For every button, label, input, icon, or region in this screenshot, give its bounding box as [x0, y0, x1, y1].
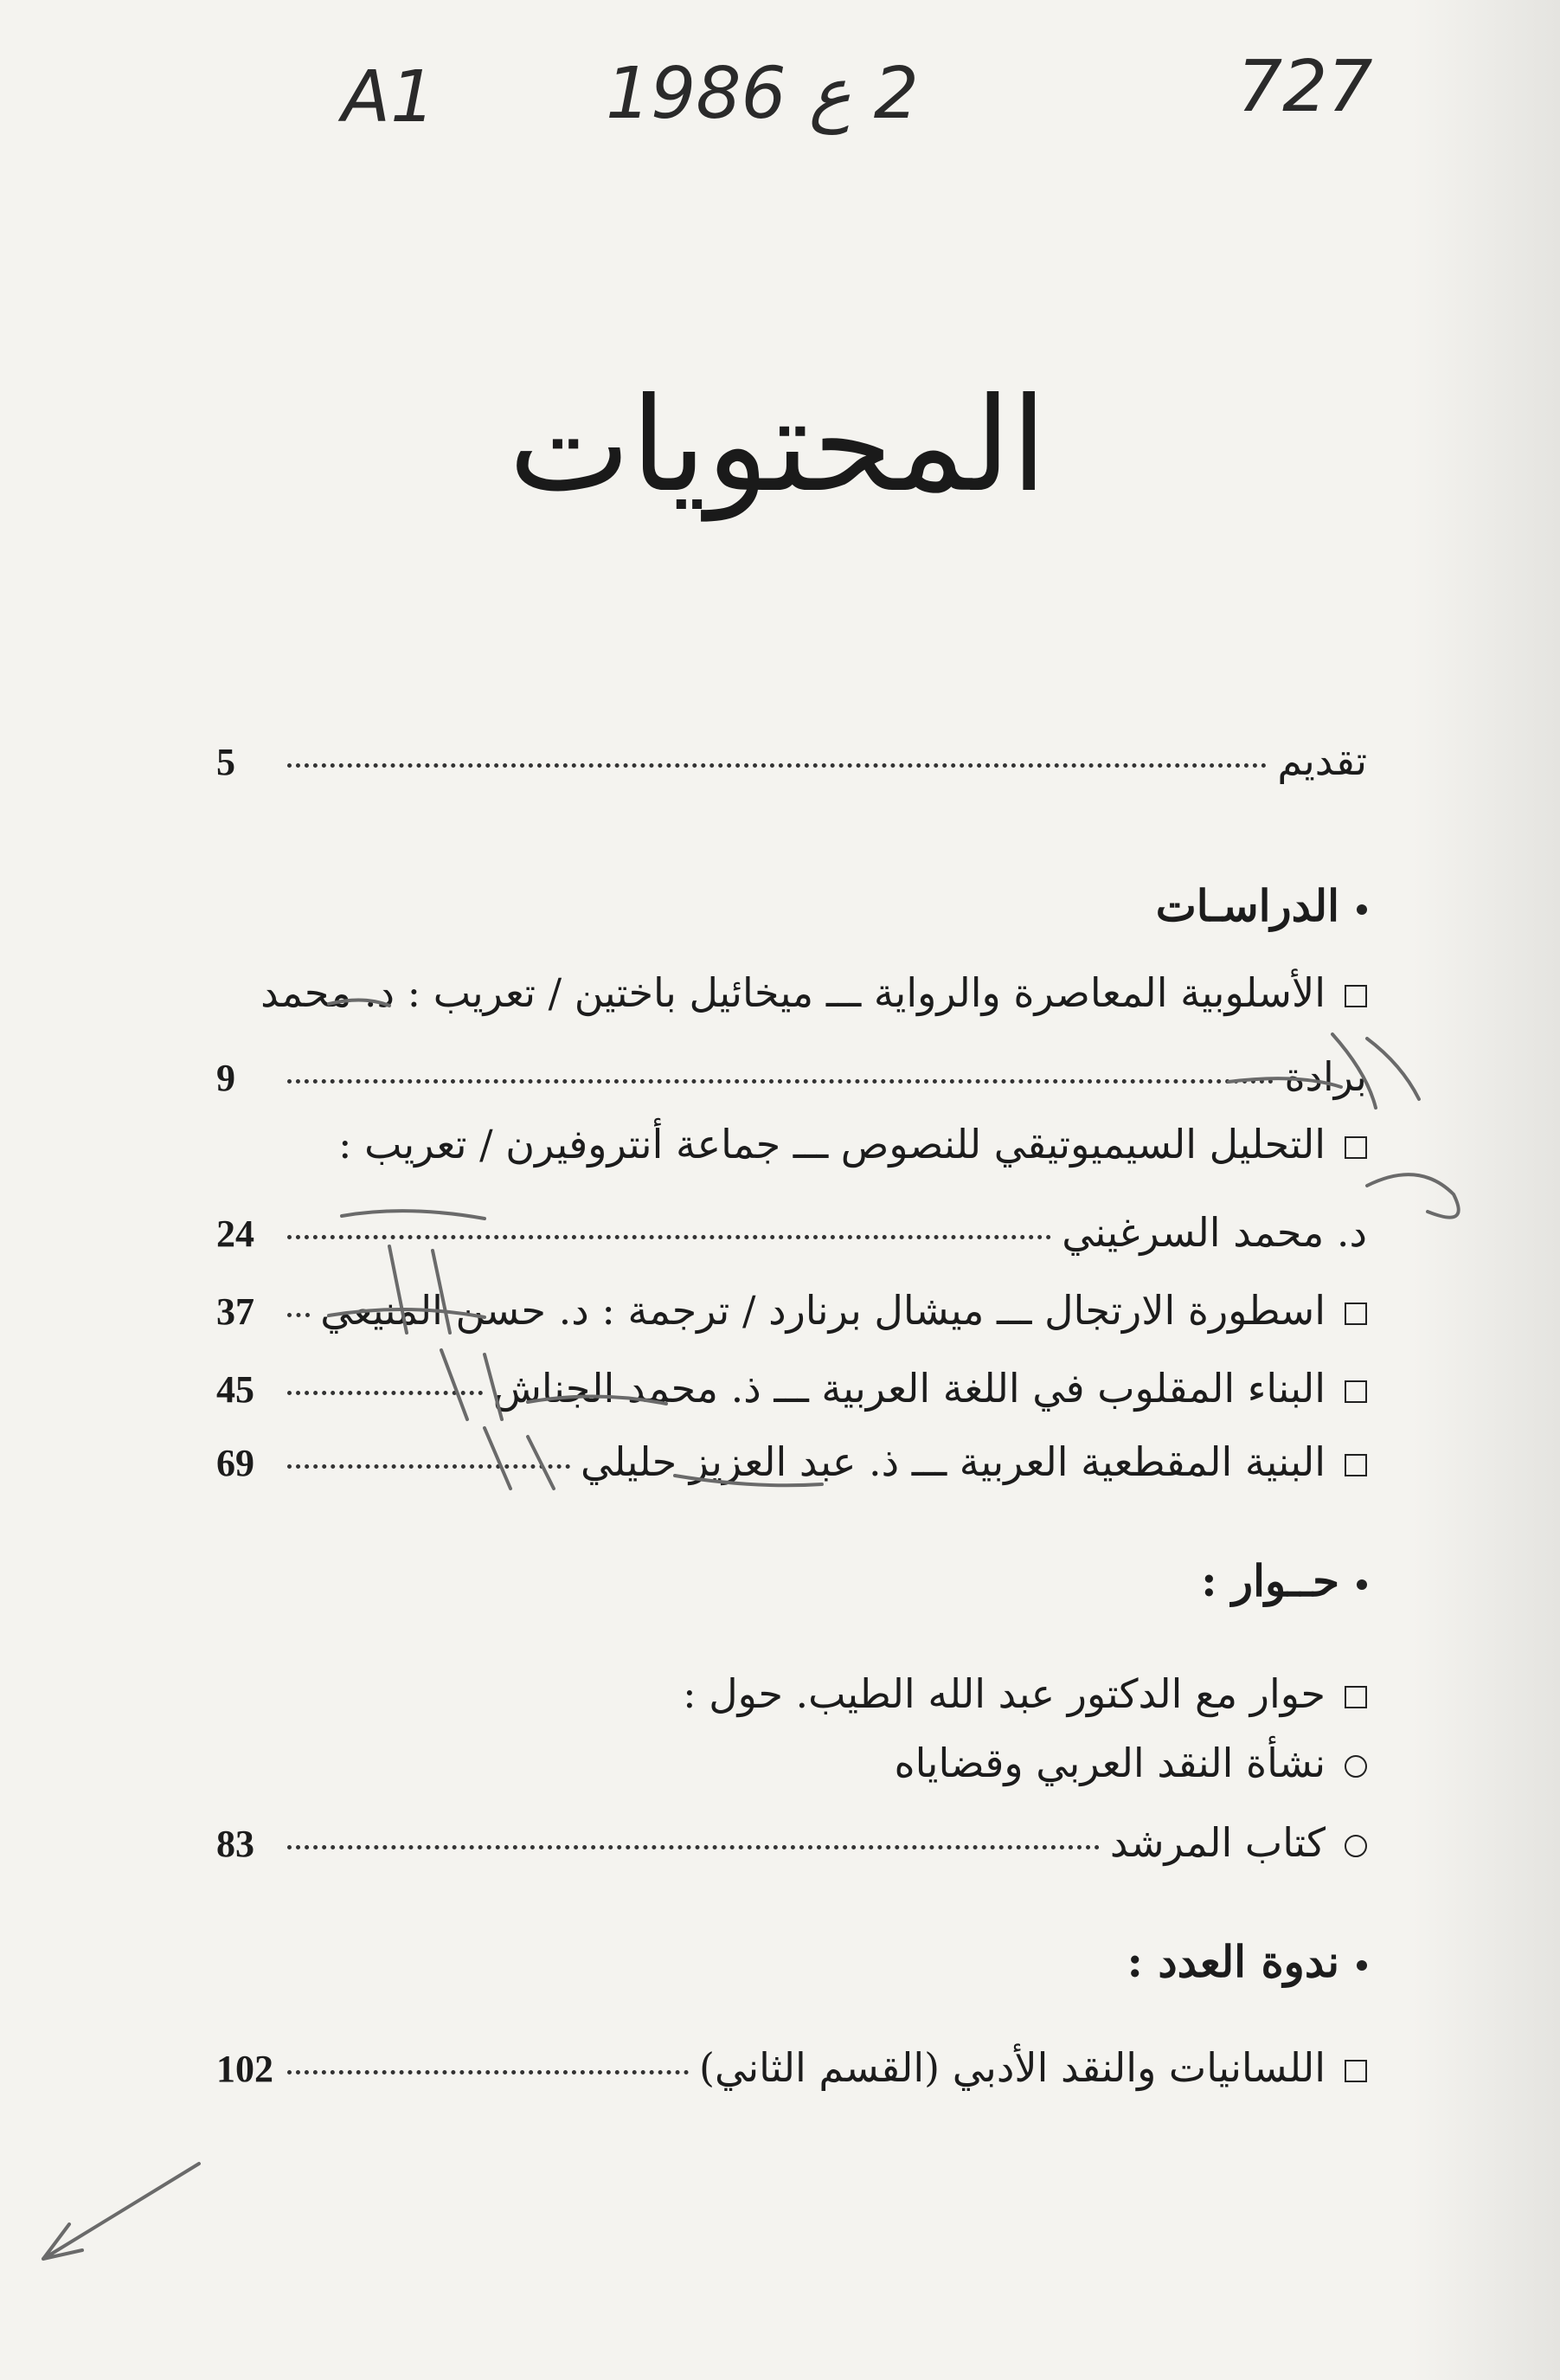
- toc-entry-text: برادة: [1284, 1053, 1367, 1100]
- pencil-scribble: [441, 1350, 502, 1419]
- pencil-scribble: [485, 1428, 554, 1489]
- underline-mark: [675, 1476, 822, 1485]
- toc-entry-text: نشأة النقد العربي وقضاياه: [894, 1740, 1326, 1786]
- toc-entry-text: البناء المقلوب في اللغة العربية ـــ ذ. محمد الجناش: [492, 1365, 1326, 1412]
- underline-mark: [342, 1211, 485, 1219]
- page-number: 5: [216, 741, 235, 783]
- pencil-scribble: [1367, 1174, 1459, 1218]
- toc-entry-text: كتاب المرشد: [1109, 1819, 1326, 1866]
- toc-entry-text: اللسانيات والنقد الأدبي (القسم الثاني): [699, 2044, 1326, 2091]
- handwritten-date: 2 ع 1986: [606, 53, 919, 135]
- page-number: 9: [216, 1057, 235, 1099]
- pencil-scribble: [389, 1246, 450, 1333]
- toc-entry-text: حوار مع الدكتور عبد الله الطيب. حول :: [683, 1670, 1326, 1717]
- toc-entry-text: الأسلوبية المعاصرة والرواية ـــ ميخائيل باختين / تعريب : د. محمد: [260, 969, 1326, 1016]
- page-number: 69: [216, 1442, 254, 1484]
- underline-mark: [329, 1309, 485, 1317]
- page-number: 83: [216, 1823, 254, 1865]
- page-number: 102: [216, 2048, 273, 2090]
- section-title: حــوار :: [1201, 1555, 1339, 1606]
- toc-entry-text: البنية المقطعية العربية ـــ ذ. عبد العزيز حليلي: [581, 1438, 1326, 1485]
- page-number: 24: [216, 1213, 254, 1255]
- section-title: ندوة العدد :: [1127, 1936, 1339, 1987]
- toc-entry-text: التحليل السيميوتيقي للنصوص ـــ جماعة أنتروفيرن / تعريب :: [338, 1121, 1326, 1167]
- page-number: 45: [216, 1368, 254, 1411]
- underline-mark: [528, 1396, 666, 1404]
- toc-entry-text: تقديم: [1277, 737, 1367, 784]
- page-title: المحتويات: [508, 370, 1047, 521]
- page-number: 37: [216, 1290, 254, 1333]
- handwritten-number: 727: [1237, 46, 1373, 128]
- toc-entry-text: اسطورة الارتجال ـــ ميشال برنارد / ترجمة : د. حسن المنيعي: [320, 1287, 1326, 1334]
- underline-mark: [329, 1000, 389, 1006]
- toc-entry-text: د. محمد السرغيني: [1062, 1209, 1367, 1256]
- handwritten-catalog-code: A1: [342, 56, 436, 138]
- underline-mark: [1229, 1078, 1341, 1087]
- section-title: الدراسـات: [1155, 880, 1339, 931]
- pencil-scribble: [1332, 1034, 1419, 1108]
- arrow-mark: [43, 2164, 199, 2259]
